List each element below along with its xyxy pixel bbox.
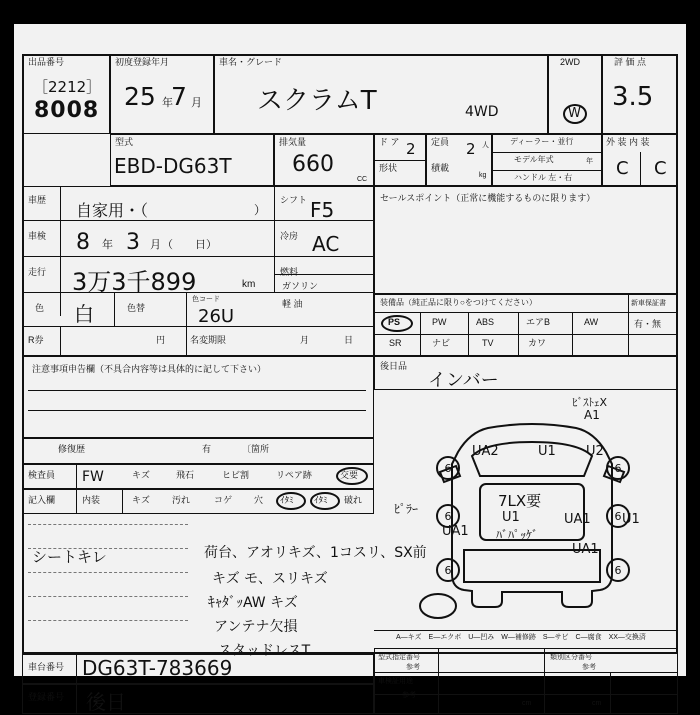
record-inner-div (122, 489, 123, 514)
equip-vdiv-2 (468, 312, 469, 356)
diagram-label-pillar-left: ﾋﾟﾗｰ (394, 502, 419, 516)
label-displacement: 排気量 (279, 137, 307, 147)
shift-value: F5 (310, 198, 335, 222)
left-label-col-divider (60, 186, 61, 316)
check-tobiishi: 飛石 (176, 470, 195, 480)
diagram-circle-4: 6 (614, 510, 622, 523)
color-code-value: 26U (198, 306, 235, 327)
note-line-5: スタッドレスT (218, 643, 311, 659)
diagram-label-bottom-right: UA1 (572, 542, 599, 557)
label-dealer-parallel: ディーラー・並行 (510, 137, 574, 146)
diagram-circle-5: 6 (444, 564, 452, 577)
label-notes: 注意事項申告欄（不具合内容等は具体的に記して下さい） (32, 364, 267, 374)
label-ref-1: 参考 (406, 664, 420, 671)
free-notes-line-3 (28, 572, 188, 573)
row-div-inspection (22, 256, 374, 257)
inspector-row (22, 464, 374, 489)
legend-top-divider (374, 630, 678, 631)
r-ken-divider (60, 326, 61, 356)
label-exterior-interior: 外 装 内 装 (606, 137, 650, 147)
br-col-div-1 (438, 648, 439, 714)
label-car-name: 車名・グレード (219, 57, 283, 67)
label-gasoline: ガソリン (282, 281, 319, 291)
diagram-label-roof: 7LX要 (498, 492, 542, 510)
equip-vdiv-1 (420, 312, 421, 356)
diagram-label-pillar-right: ﾋﾞｽﾄｪX (572, 396, 608, 409)
label-mileage: 走行 (28, 267, 47, 277)
label-model-year-suffix: 年 (586, 158, 593, 165)
label-record: 記入欄 (28, 495, 56, 505)
label-chassis-no: 車台番号 (28, 662, 65, 672)
equip-tv: TV (482, 338, 494, 348)
label-color-change: 色替 (127, 303, 146, 313)
label-interior-row: 内装 (82, 495, 101, 505)
history-paren-close: ） (254, 203, 267, 217)
free-notes-line-1 (28, 524, 188, 525)
label-yen: 円 (156, 335, 166, 345)
doors-value: 2 (406, 140, 416, 158)
label-rear-item: 後日品 (380, 361, 408, 371)
seats-value: 2 (466, 140, 476, 158)
note-line-2: キズ モ、スリキズ (212, 571, 328, 587)
lot-bracket-value: ［2212］ (33, 78, 102, 96)
label-doors: ド ア (379, 137, 400, 147)
equip-ps: PS (388, 317, 401, 327)
inspector-col-div (76, 464, 77, 514)
legend-text: A—キズ E—エクボ U—凹み W—補修跡 S—サビ C—腐食 XX—交換済 (396, 634, 646, 641)
note-line-3: ｷｬﾀﾞｯAW キズ (208, 595, 298, 611)
label-color: 色 (35, 303, 45, 313)
check-ana: 穴 (254, 495, 264, 505)
label-warranty: 新車保証書 (631, 300, 666, 307)
check-hibiware: ヒビ割 (222, 470, 250, 480)
displacement-value: 660 (292, 152, 334, 177)
check-yabure: 破れ (344, 495, 363, 505)
rear-item-value: インバー (428, 370, 499, 391)
equip-vdiv-4 (572, 312, 573, 356)
label-seats: 定員 (431, 137, 450, 147)
dealer-divider (492, 152, 602, 153)
br-row-div-2 (374, 694, 678, 695)
interior-value: C (654, 158, 667, 179)
label-reg-no: 登録番号 (28, 692, 65, 702)
check-kizu-2: キズ (132, 495, 150, 505)
check-exchange: 交要 (340, 470, 359, 480)
notes-underline-2 (28, 410, 366, 411)
diagram-label-center-right2: U1 (622, 512, 640, 527)
label-cc: CC (357, 176, 368, 183)
equip-navi: ナビ (432, 338, 451, 348)
label-load: 積載 (431, 163, 450, 173)
diagram-circle-1: 6 (444, 462, 452, 475)
inspection-month-unit: 月 (150, 239, 161, 251)
label-people: 人 (482, 142, 489, 149)
aircon-value: AC (312, 232, 340, 256)
color-code-divider (186, 292, 187, 326)
label-namechange-day: 日 (344, 335, 354, 345)
label-first-reg: 初度登録年月 (115, 57, 170, 67)
diagram-label-center-left: U1 (502, 510, 520, 525)
diagram-circle-2: 6 (614, 462, 622, 475)
equip-warranty-divider (628, 294, 629, 356)
label-r-ken: R券 (28, 335, 44, 345)
notes-underline-1 (28, 390, 366, 391)
label-model-code: 型式 (115, 137, 134, 147)
check-itami2-circle (310, 492, 340, 510)
equip-airbag: エアB (526, 317, 551, 327)
label-lot-no: 出品番号 (28, 57, 65, 67)
reg-no-value: 後日 (86, 690, 126, 714)
equip-sr: SR (389, 338, 402, 348)
label-vehicle-use: 車検証用途 (378, 678, 413, 685)
label-sales-point: セールスポイント（正常に機能するものに限ります） (380, 193, 596, 203)
car-name-value: スクラムT (257, 86, 377, 116)
exterior-value: C (616, 158, 629, 179)
label-namechange-month: 月 (300, 335, 310, 345)
diagram-label-center-right: UA1 (564, 512, 591, 527)
br-col-div-3 (610, 672, 611, 714)
label-color-code: 色コード (192, 296, 220, 303)
reg-row (22, 684, 374, 714)
label-vehicle-use-ref: 参考 (402, 692, 416, 699)
name-change-divider (186, 326, 187, 356)
label-history: 車歴 (28, 195, 47, 205)
inspection-month-value: 3 (126, 230, 140, 255)
inspection-year-value: 8 (76, 230, 90, 255)
note-line-4: アンテナ欠損 (214, 619, 298, 635)
check-itami1-circle (276, 492, 306, 510)
label-equipment: 装備品（純正品に限り○をつけてください） (380, 298, 537, 307)
reg-year-value: 25 (124, 82, 156, 111)
equip-vdiv-3 (518, 312, 519, 356)
br-row-div-1 (374, 672, 678, 673)
mileage-value: 3万3千899 (72, 268, 197, 296)
label-shape: 形状 (379, 163, 398, 173)
shift-col-divider (274, 186, 275, 292)
check-exchange-circle (336, 467, 368, 485)
label-model-designation: 型式指定番号 (378, 654, 420, 661)
label-repair-place: 〔箇所 (242, 444, 270, 454)
diagram-label-bottom-center: ﾊﾞﾊﾟｯｹﾞ (496, 528, 539, 542)
label-diesel: 軽 油 (282, 299, 303, 309)
color-value: 白 (74, 302, 94, 326)
label-inspection: 車検 (28, 231, 47, 241)
label-cm-right: cm (592, 700, 602, 707)
diagram-label-right-front-2: U2 (586, 444, 604, 459)
label-km: km (242, 279, 256, 290)
label-name-change: 名変期限 (190, 335, 227, 345)
color-change-divider (114, 292, 115, 326)
doors-divider (374, 160, 426, 161)
label-inspector: 検査員 (28, 470, 56, 480)
rating-value: 3.5 (612, 82, 654, 112)
label-ref-2: 参考 (582, 664, 596, 671)
diagram-label-bottom-left: UA1 (442, 524, 469, 539)
diagram-circle-3: 6 (444, 510, 452, 523)
lot-no-value: 8008 (34, 98, 100, 123)
equip-kawa: カワ (528, 338, 547, 348)
free-notes-line-5 (28, 620, 188, 621)
equip-aw: AW (584, 317, 599, 327)
exterior-interior-divider (640, 152, 641, 186)
label-cm-left: cm (522, 700, 532, 707)
history-value: 自家用・（ (76, 201, 149, 220)
check-itami-2: ｲﾀﾐ (314, 495, 328, 505)
inspection-day-unit: （ 日） (162, 239, 217, 251)
auction-sheet (14, 24, 686, 714)
label-warranty-value: 有・無 (634, 319, 662, 329)
label-fuel: 燃料 (280, 267, 299, 277)
drive-type-value: 4WD (465, 104, 499, 120)
check-itami-1: ｲﾀﾐ (280, 495, 294, 505)
car-diagram (386, 392, 678, 642)
reg-month-unit: 月 (191, 97, 202, 109)
label-shift: シフト (280, 195, 308, 205)
inspection-year-unit: 年 (102, 239, 113, 251)
label-repair: 修復歴 (58, 444, 86, 454)
chassis-label-div (76, 654, 77, 714)
label-rating: 評 価 点 (614, 57, 647, 67)
inspector-value: FW (82, 469, 104, 485)
label-aircon: 冷房 (280, 231, 299, 241)
note-line-0: シートキレ (32, 548, 107, 566)
model-code-value: EBD-DG63T (114, 154, 232, 178)
diagram-circle-6: 6 (614, 564, 622, 577)
chassis-no-value: DG63T-783669 (82, 656, 233, 680)
label-repair-yes: 有 (202, 444, 212, 454)
br-col-div-2 (544, 648, 545, 714)
diagram-label-right-front-1: U1 (538, 444, 556, 459)
equip-pw: PW (432, 317, 447, 327)
label-model-year: モデル年式 (514, 155, 554, 164)
check-repair-mark: リペア跡 (276, 470, 312, 480)
check-yogore: 汚れ (172, 495, 191, 505)
label-handle: ハンドル 左・右 (514, 173, 573, 182)
free-notes-line-4 (28, 596, 188, 597)
check-kizu-1: キズ (132, 470, 150, 480)
diagram-label-pillar-right-2: A1 (584, 408, 600, 422)
drive-circle-value: W (568, 106, 581, 121)
label-kg: kg (479, 172, 487, 179)
reg-month-value: 7 (171, 82, 187, 111)
label-2wd: 2WD (560, 57, 580, 67)
diagram-label-left-front: UA2 (472, 444, 499, 459)
reg-year-unit: 年 (162, 97, 173, 109)
rear-item-row (374, 356, 678, 390)
label-class-div: 類別区分番号 (550, 654, 592, 661)
dealer-divider2 (492, 170, 602, 171)
equip-abs: ABS (476, 317, 495, 327)
note-line-1: 荷台、アオリキズ、1コスリ、SX前 (204, 545, 427, 561)
r-ken-row (22, 326, 374, 356)
check-koge: コゲ (214, 495, 233, 505)
